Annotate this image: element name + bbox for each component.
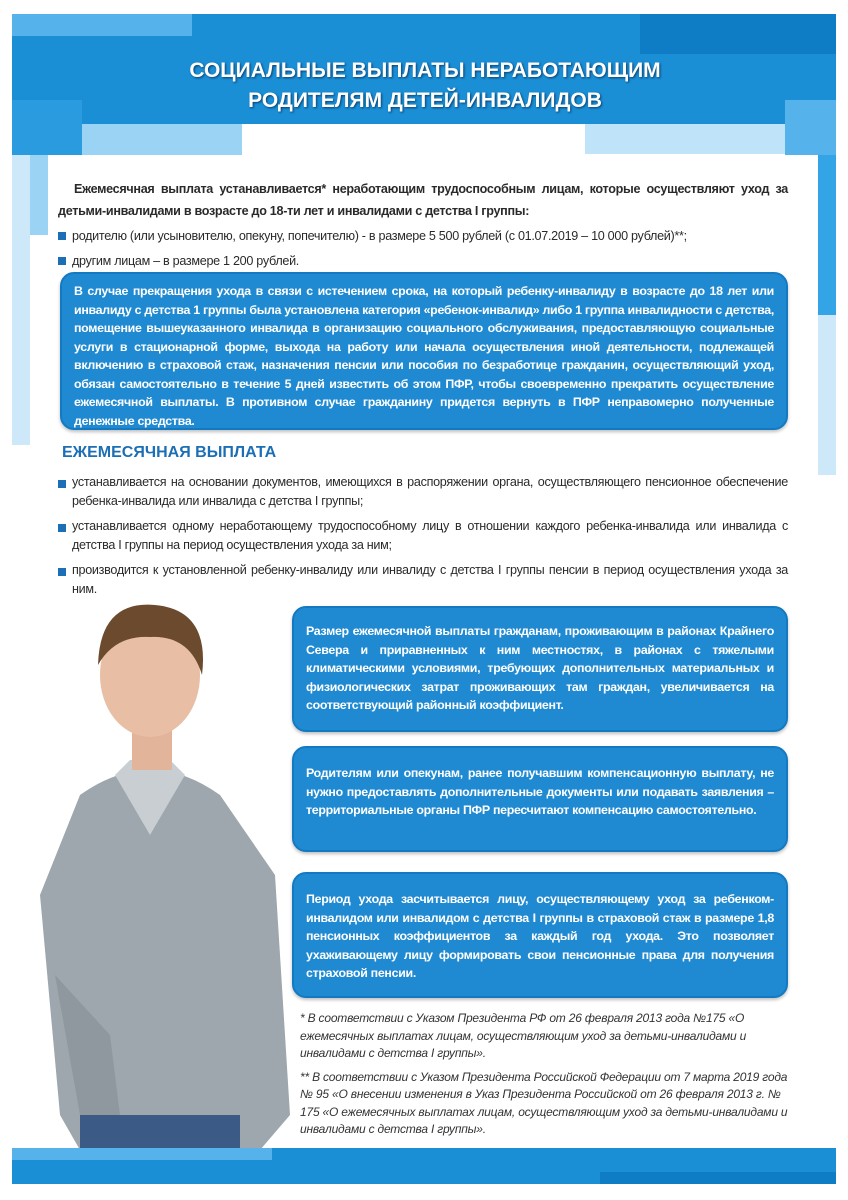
title-line: СОЦИАЛЬНЫЕ ВЫПЛАТЫ НЕРАБОТАЮЩИМ: [189, 59, 661, 82]
footnotes: [300, 1010, 790, 1145]
title-line: РОДИТЕЛЯМ ДЕТЕЙ-ИНВАЛИДОВ: [248, 89, 602, 112]
list-item-text: устанавливается на основании документов, имеющихся в распоряжении органа, осуществляющего пенсионное обеспечение ребенка-инвалида или инвалида с детства I группы;: [72, 475, 788, 508]
notice-text: В случае прекращения ухода в связи с истечением срока, на который ребенку-инвалиду в возрасте до 18 лет или инвалиду с детства 1 группы была установлена категория «ребенок-инвалид» либо 1 группа инвалидности с детства, помещение вышеуказанного инвалида в организацию социального обслуживания, предоставляющую социальные услуги в стационарной форме, выхода на работу или начала осуществления иной деятельности, подлежащей включению в страховой стаж, назначения пенсии или пособия по безработице гражданин, осуществляющий уход, обязан самостоятельно в течение 5 дней известить об этом ПФР, чтобы своевременно прекратить осуществление ежемесячной выплаты. В противном случае гражданину придется вернуть в ПФР неправомерно полученные денежные средства.: [74, 284, 774, 428]
bullet-icon: [58, 480, 66, 488]
list-item: [58, 473, 788, 511]
list-item-text: другим лицам – в размере 1 200 рублей.: [72, 254, 300, 268]
footnote: ** В соответствии с Указом Президента Российской Федерации от 7 марта 2019 года № 95 «О внесении изменения в Указ Президента Российской от 26 февраля 2013 г. № 175 «О ежемесячных выплатах лицам, осуществляющим уход за детьми-инвалидами и инвалидами с детства I группы».: [300, 1069, 788, 1136]
footnote: * В соответствии с Указом Президента РФ от 26 февраля 2013 года №175 «О ежемесячных выплатах лицам, осуществляющим уход за детьми-инвалидами и инвалидами с детства I группы».: [300, 1011, 747, 1060]
bullet-icon: [58, 232, 66, 240]
monthly-list: [58, 470, 788, 605]
page-title: [120, 56, 730, 116]
info-box-compensation: [292, 746, 788, 852]
list-item-text: производится к установленной ребенку-инвалиду или инвалиду с детства I группы пенсии в период осуществления ухода за ним.: [72, 563, 788, 596]
bullet-icon: [58, 568, 66, 576]
intro-lead: Ежемесячная выплата устанавливается* неработающим трудоспособным лицам, которые осуществляют уход за детьми-инвалидами в возрасте до 18-ти лет и инвалидами с детства I группы:: [58, 182, 788, 218]
info-box-text: Размер ежемесячной выплаты гражданам, проживающим в районах Крайнего Севера и приравненных к ним местностях, в районах с тяжелыми климатическими условиями, требующих дополнительных материальных и физиологических затрат проживающих там граждан, увеличивается на соответствующий районный коэффициент.: [306, 624, 774, 712]
intro-section: [58, 178, 788, 272]
info-box-text: Период ухода засчитывается лицу, осуществляющему уход за ребенком-инвалидом или инвалидом с детства I группы в страховой стаж в размере 1,8 пенсионных коэффициентов за каждый год ухода. Это позволяет ухаживающему лицу формировать свои пенсионные права для получения страховой пенсии.: [306, 892, 774, 980]
list-item: [58, 225, 788, 247]
list-item: [58, 517, 788, 555]
list-item: [58, 250, 788, 272]
info-box-text: Родителям или опекунам, ранее получавшим компенсационную выплату, не нужно предоставлять дополнительные документы или подавать заявления – территориальные органы ПФР пересчитают компенсацию самостоятельно.: [306, 766, 774, 817]
boy-photo: [20, 595, 300, 1150]
bullet-icon: [58, 257, 66, 265]
list-item-text: устанавливается одному неработающему трудоспособному лицу в отношении каждого ребенка-инвалида или инвалида с детства I группы на период осуществления ухода за ним;: [72, 519, 788, 552]
section-heading: ЕЖЕМЕСЯЧНАЯ ВЫПЛАТА: [62, 444, 277, 461]
list-item-text: родителю (или усыновителю, опекуну, попечителю) - в размере 5 500 рублей (с 01.07.2019 – 10 000 рублей)**;: [72, 229, 687, 243]
bullet-icon: [58, 524, 66, 532]
notice-box: [60, 272, 788, 430]
list-item: [58, 561, 788, 599]
info-box-north: [292, 606, 788, 732]
info-box-pension: [292, 872, 788, 998]
